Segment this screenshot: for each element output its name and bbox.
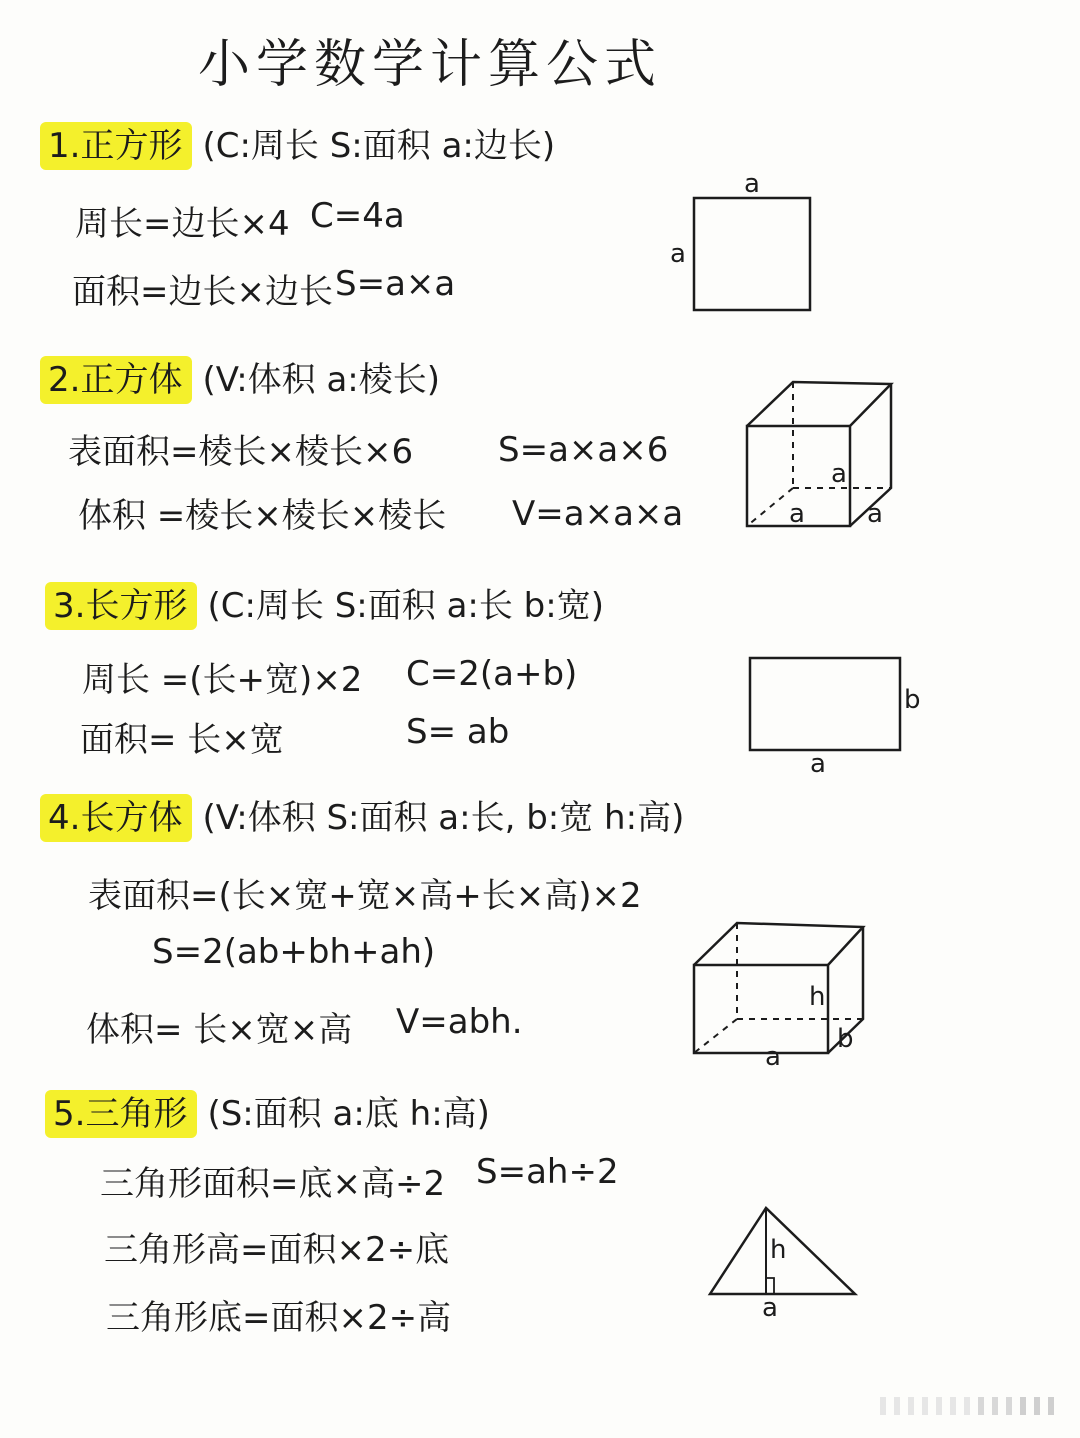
section-3-label: 3.长方形 [45, 582, 197, 630]
cube-hidden-diagonal [747, 488, 793, 526]
section-2-heading [40, 352, 440, 401]
section-5-line-3: 三角形底=面积×2÷高 [106, 1298, 452, 1338]
rectangle-shape [750, 658, 900, 750]
section-5-line-1-formula: S=ah÷2 [476, 1152, 619, 1192]
cube-top-edges [747, 382, 891, 426]
section-5-line-2: 三角形高=面积×2÷底 [104, 1230, 450, 1270]
cuboid-label-length: a [765, 1042, 781, 1072]
section-5-line-1: 三角形面积=底×高÷2 [100, 1164, 446, 1204]
section-2-line-2: 体积 =棱长×棱长×棱长 [78, 496, 447, 536]
cuboid-label-width: b [837, 1024, 854, 1054]
triangle-label-height: h [770, 1235, 787, 1265]
cube-label-height: a [831, 459, 847, 489]
square-figure [660, 168, 830, 328]
section-1-line-1-formula: C=4a [310, 196, 405, 236]
cube-label-width: a [867, 499, 883, 529]
section-3-definitions: (C:周长 S:面积 a:长 b:宽) [207, 586, 604, 626]
triangle-label-base: a [762, 1293, 778, 1323]
section-4-label: 4.长方体 [40, 794, 192, 842]
section-1-label: 1.正方形 [40, 122, 192, 170]
square-label-top: a [744, 169, 760, 199]
section-5-heading [45, 1086, 490, 1135]
section-1-heading [40, 118, 555, 167]
cuboid-front-face [694, 965, 828, 1053]
cuboid-label-height: h [809, 982, 826, 1012]
section-4-line-1: 表面积=(长×宽+宽×高+长×高)×2 [88, 876, 642, 916]
rectangle-figure [740, 648, 930, 778]
page-title: 小学数学计算公式 [197, 35, 662, 95]
toolbar-icons [880, 1385, 1070, 1425]
cube-figure [735, 370, 905, 535]
square-label-left: a [670, 239, 686, 269]
section-2-line-1: 表面积=棱长×棱长×6 [68, 432, 414, 472]
section-5-label: 5.三角形 [45, 1090, 197, 1138]
section-1-line-2: 面积=边长×边长 [72, 272, 333, 312]
section-2-line-1-formula: S=a×a×6 [498, 430, 669, 470]
cuboid-top-edges [694, 923, 863, 965]
section-3-line-1: 周长 =(长+宽)×2 [82, 660, 363, 700]
section-1-definitions: (C:周长 S:面积 a:边长) [202, 126, 556, 166]
triangle-figure [700, 1200, 870, 1323]
section-2-label: 2.正方体 [40, 356, 192, 404]
section-1-line-1 [75, 196, 290, 245]
rectangle-label-width: b [904, 685, 921, 715]
square-shape [694, 198, 810, 310]
section-5-definitions: (S:面积 a:底 h:高) [207, 1094, 490, 1134]
section-2-line-2-formula: V=a×a×a [512, 494, 684, 534]
section-4-line-2-formula: S=2(ab+bh+ah) [152, 932, 436, 972]
cuboid-hidden-diagonal [694, 1019, 737, 1053]
section-4-heading [40, 790, 684, 839]
section-4-definitions: (V:体积 S:面积 a:长, b:宽 h:高) [202, 798, 685, 838]
cube-label-length: a [789, 499, 805, 529]
section-3-line-2: 面积= 长×宽 [80, 720, 284, 760]
cuboid-figure [685, 915, 885, 1075]
formula-words: 周长=边长×4 [75, 204, 290, 244]
section-4-line-3-formula: V=abh. [396, 1002, 523, 1042]
section-3-heading [45, 578, 604, 627]
right-angle-mark [766, 1278, 774, 1294]
rectangle-label-length: a [810, 749, 826, 779]
section-2-definitions: (V:体积 a:棱长) [202, 360, 441, 400]
section-3-line-2-formula: S= ab [406, 712, 510, 752]
section-1-line-2-formula: S=a×a [335, 264, 456, 304]
section-4-line-3: 体积= 长×宽×高 [86, 1010, 353, 1050]
section-3-line-1-formula: C=2(a+b) [406, 654, 578, 694]
